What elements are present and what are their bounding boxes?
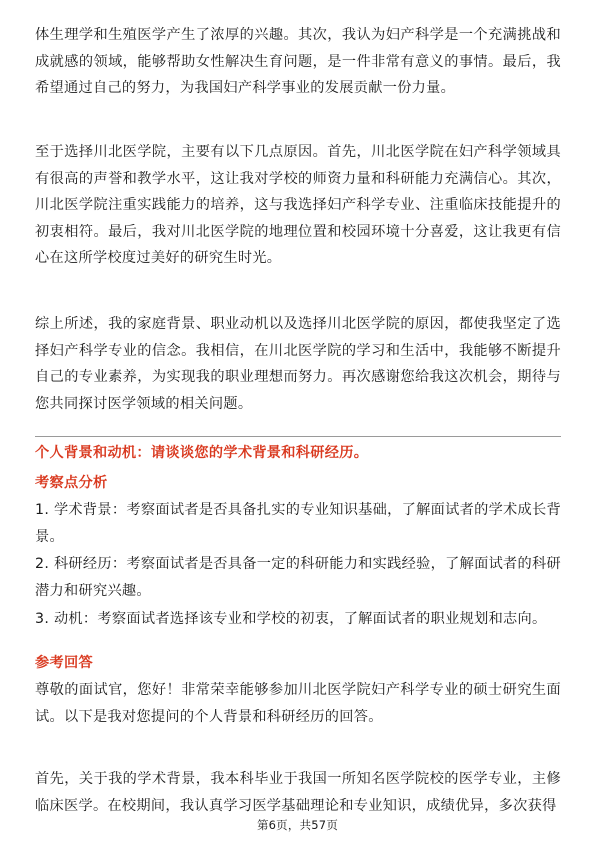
answer-heading: 参考回答 (35, 655, 93, 671)
body-paragraph-3: 综上所述，我的家庭背景、职业动机以及选择川北医学院的原因，都使我坚定了选择妇产科学专业的信念。我相信，在川北医学院的学习和生活中，我能够不断提升自己的专业素养，为实现我的职业理想而努力。再次感谢您给我这次机会，期待与您共同探讨医学领域的相关问题。 (35, 316, 561, 412)
analysis-item-2: 2. 科研经历：考察面试者是否具备一定的科研能力和实践经验，了解面试者的科研潜力和研究兴趣。 (35, 556, 562, 599)
analysis-item-3: 3. 动机：考察面试者选择该专业和学校的初衷，了解面试者的职业规划和志向。 (35, 611, 547, 627)
body-paragraph-2: 至于选择川北医学院，主要有以下几点原因。首先，川北医学院在妇产科学领域具有很高的声誉和教学水平，这让我对学校的师资力量和科研能力充满信心。其次，川北医学院注重实践能力的培养，这与我选择妇产科学专业、注重临床技能提升的初衷相符。最后，我对川北医学院的地理位置和校园环境十分喜爱，这让我更有信心在这所学校度过美好的研究生时光。 (35, 144, 561, 266)
analysis-item-1: 1. 学术背景：考察面试者是否具备扎实的专业知识基础，了解面试者的学术成长背景。 (35, 502, 562, 545)
body-paragraph-1: 体生理学和生殖医学产生了浓厚的兴趣。其次，我认为妇产科学是一个充满挑战和成就感的领域，能够帮助女性解决生育问题，是一件非常有意义的事情。最后，我希望通过自己的努力，为我国妇产科学事业的发展贡献一份力量。 (35, 27, 561, 96)
page-number-footer: 第6页，共57页 (256, 818, 339, 832)
answer-paragraph-2: 首先，关于我的学术背景，我本科毕业于我国一所知名医学院校的医学专业，主修临床医学。在校期间，我认真学习医学基础理论和专业知识，成绩优异，多次获得 (35, 771, 561, 814)
section-divider (35, 436, 561, 437)
answer-paragraph-1: 尊敬的面试官，您好！非常荣幸能够参加川北医学院妇产科学专业的硕士研究生面试。以下是我对您提问的个人背景和科研经历的回答。 (35, 682, 561, 725)
analysis-heading: 考察点分析 (35, 475, 108, 491)
question-heading: 个人背景和动机：请谈谈您的学术背景和科研经历。 (35, 445, 369, 461)
